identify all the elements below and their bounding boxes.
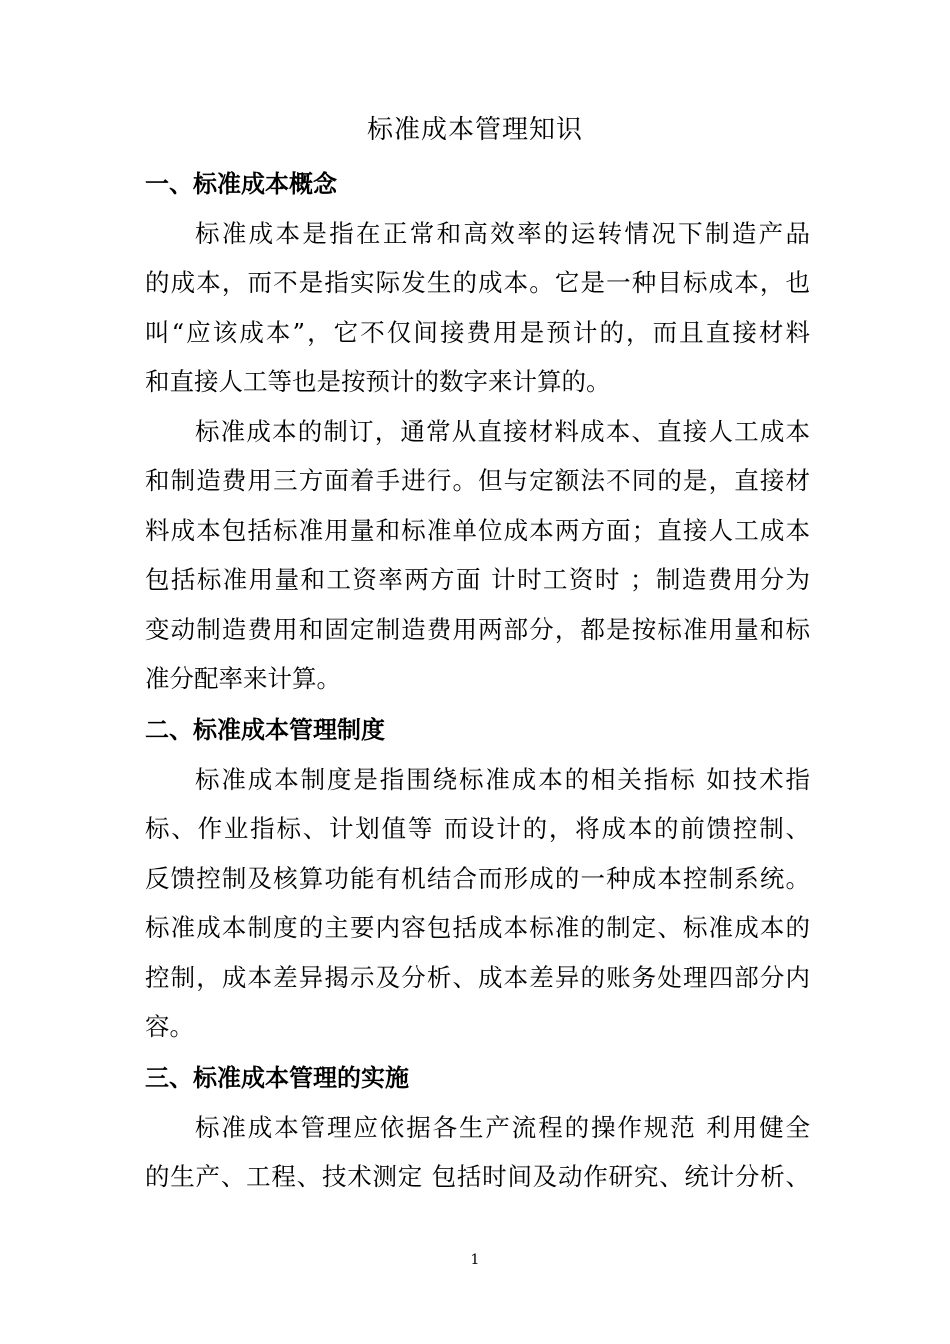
page-number: 1 — [470, 1252, 480, 1268]
paragraph-line: 容。 — [145, 1012, 194, 1041]
paragraph-line: 标、作业指标、计划值等 而设计的，将成本的前馈控制、 — [145, 814, 810, 843]
paragraph-line: 的成本，而不是指实际发生的成本。它是一种目标成本，也 — [145, 268, 810, 297]
paragraph-line: 控制，成本差异揭示及分析、成本差异的账务处理四部分内 — [145, 963, 810, 992]
paragraph-line: 包括标准用量和工资率两方面 计时工资时 ；制造费用分为 — [145, 565, 810, 594]
paragraph-line: 和直接人工等也是按预计的数字来计算的。 — [145, 367, 611, 396]
paragraph-line: 的生产、工程、技术测定 包括时间及动作研究、统计分析、 — [145, 1162, 810, 1191]
paragraph-line: 标准成本制度的主要内容包括成本标准的制定、标准成本的 — [145, 913, 810, 942]
paragraph-line: 准分配率来计算。 — [145, 664, 341, 693]
paragraph-line: 料成本包括标准用量和标准单位成本两方面；直接人工成本 — [145, 516, 810, 545]
paragraph-line: 变动制造费用和固定制造费用两部分，都是按标准用量和标 — [145, 615, 810, 644]
section-heading: 一、标准成本概念 — [145, 170, 337, 198]
paragraph-line: 标准成本是指在正常和高效率的运转情况下制造产品 — [195, 219, 810, 248]
document-title: 标准成本管理知识 — [366, 115, 583, 145]
paragraph-line: 叫“应该成本”，它不仅间接费用是预计的，而且直接材料 — [145, 318, 810, 347]
paragraph-line: 和制造费用三方面着手进行。但与定额法不同的是，直接材 — [145, 466, 810, 495]
paragraph-line: 标准成本管理应依据各生产流程的操作规范 利用健全 — [195, 1113, 810, 1142]
section-heading: 三、标准成本管理的实施 — [145, 1064, 409, 1092]
paragraph-line: 反馈控制及核算功能有机结合而形成的一种成本控制系统。 — [145, 864, 810, 893]
paragraph-line: 标准成本制度是指围绕标准成本的相关指标 如技术指 — [195, 765, 810, 794]
paragraph-line: 标准成本的制订，通常从直接材料成本、直接人工成本 — [195, 417, 810, 446]
section-heading: 二、标准成本管理制度 — [145, 716, 385, 744]
